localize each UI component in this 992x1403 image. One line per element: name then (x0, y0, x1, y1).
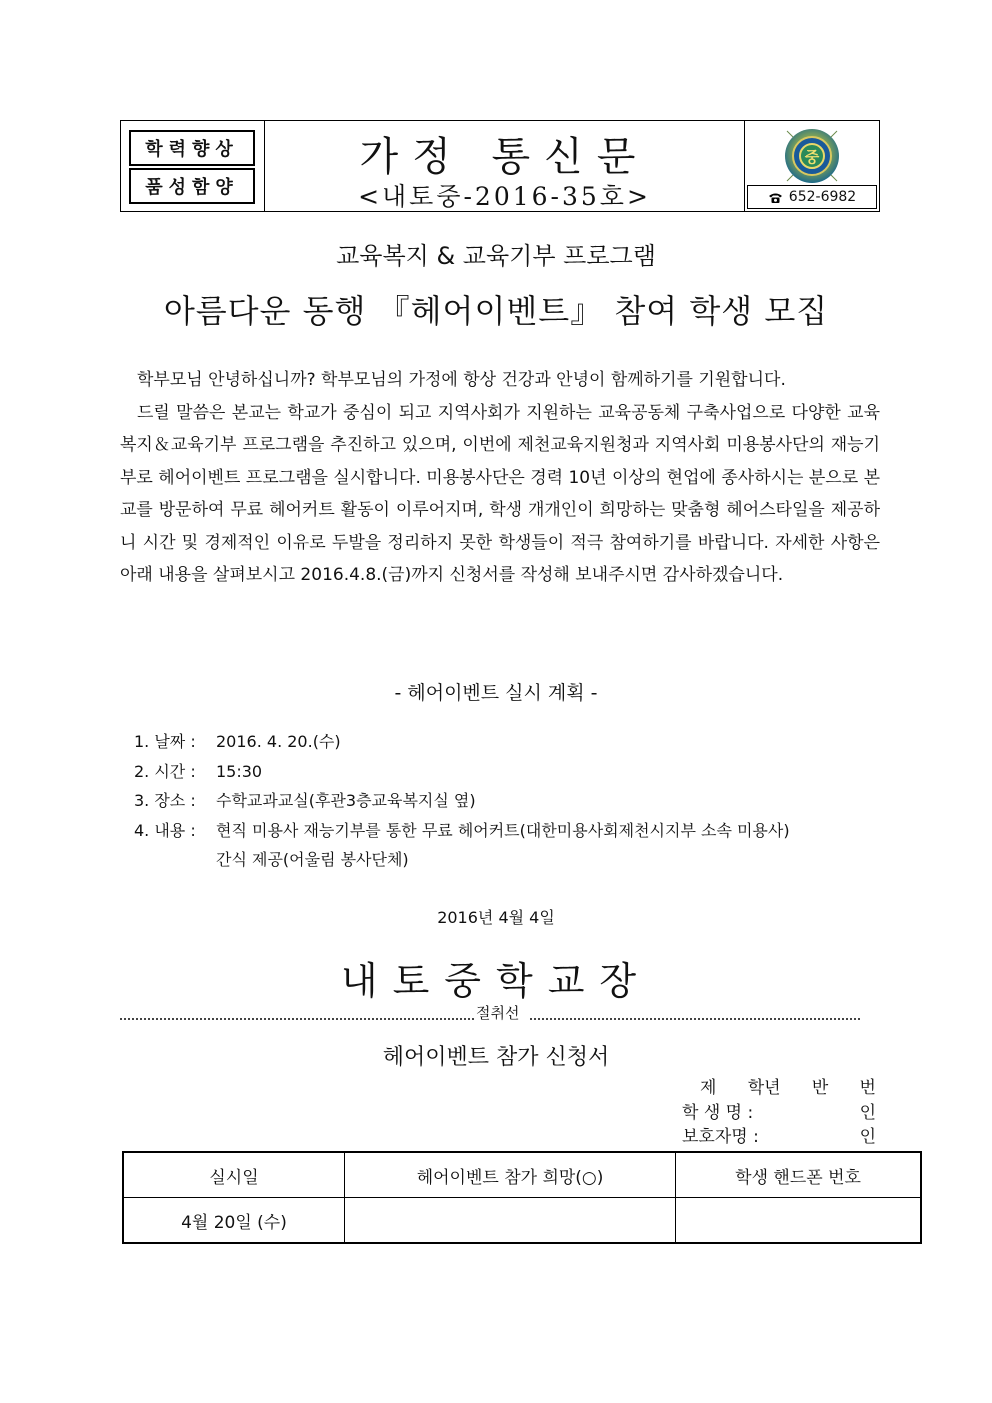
header-box (120, 120, 880, 212)
phone-box (747, 185, 877, 209)
main-paragraph: 드릴 말씀은 본교는 학교가 중심이 되고 지역사회가 지원하는 교육공동체 구축사업으로 다양한 교육복지＆교육기부 프로그램을 추진하고 있으며, 이번에 제천교육지원청과 지역사회 미용봉사단의 재능기부로 헤어이벤트 프로그램을 실시합니다. 미용봉사단은 경력 10년 이상의 현업에 종사하시는 분으로 본교를 방문하여 무료 헤어커트 활동이 이루어지며, 학생 개개인이 희망하는 맞춤형 헤어스타일을 제공하니 시간 및 경제적인 이유로 두발을 정리하지 못한 학생들이 적극 참여하기를 바랍니다. 자세한 사항은 아래 내용을 살펴보시고 2016.4.8.(금)까지 신청서를 작성해 보내주시면 감사하겠습니다. (120, 402, 880, 585)
headline: 아름다운 동행 『헤어이벤트』 참여 학생 모집 (163, 292, 829, 330)
logo-area (745, 121, 879, 211)
plan-item-continuation: 간식 제공(어울림 봉사단체) (216, 850, 409, 869)
plan-item-value: 2016. 4. 20.(수) (216, 732, 341, 751)
school-logo-icon (777, 125, 847, 185)
motto-academic: 학력향상 (129, 130, 255, 166)
plan-item-time (134, 757, 790, 787)
table-row (123, 1198, 921, 1244)
cell-date: 4월 20일 (수) (123, 1198, 344, 1244)
plan-item-label: 1. 날짜 : (134, 732, 196, 751)
plan-title: - 헤어이벤트 실시 계획 - (394, 682, 598, 704)
guardian-seal-mark: 인 (859, 1127, 876, 1147)
table-header-row (123, 1152, 921, 1198)
newsletter-title: 가정 통신문 (359, 134, 650, 180)
header-date: 실시일 (123, 1152, 344, 1198)
grade-class-line (700, 1073, 876, 1098)
grade-prefix: 제 (700, 1078, 717, 1098)
student-seal-mark: 인 (859, 1103, 876, 1123)
motto-column (121, 121, 265, 211)
greeting-paragraph: 학부모님 안녕하십니까? 학부모님의 가정에 항상 건강과 안녕이 함께하기를 기원합니다. (137, 370, 786, 390)
plan-item-label: 4. 내용 : (134, 820, 196, 840)
principal-signature: 내토중학교장 (340, 959, 652, 1003)
guardian-name-line (682, 1122, 876, 1147)
cut-line-label: 절취선 (476, 1004, 520, 1022)
header-participation: 헤어이벤트 참가 희망(○) (344, 1152, 675, 1198)
issue-date: 2016년 4월 4일 (437, 908, 555, 927)
class-label: 반 (811, 1078, 829, 1098)
plan-item-value: 15:30 (216, 761, 263, 781)
cut-line-left (120, 1018, 474, 1020)
plan-item-label: 2. 시간 : (134, 761, 196, 781)
cell-phone[interactable] (676, 1198, 921, 1244)
grade-label: 학년 (747, 1078, 781, 1098)
guardian-name-label: 보호자명 : (682, 1127, 759, 1147)
telephone-icon (768, 191, 783, 204)
student-name-label: 학 생 명 : (682, 1103, 754, 1123)
body-text (120, 364, 880, 592)
plan-item-date (134, 727, 790, 757)
cell-participation[interactable] (344, 1198, 675, 1244)
plan-item-label: 3. 장소 : (134, 791, 196, 810)
issue-number: <내토중-2016-35호> (358, 182, 651, 211)
header-phone: 학생 핸드폰 번호 (676, 1152, 921, 1198)
plan-list (134, 727, 790, 875)
application-form-title: 헤어이벤트 참가 신청서 (382, 1045, 610, 1070)
motto-character: 품성함양 (129, 168, 255, 204)
application-table (122, 1151, 922, 1244)
plan-item-content (134, 816, 790, 846)
title-area (265, 121, 745, 211)
program-subtitle: 교육복지 & 교육기부 프로그램 (336, 242, 656, 270)
plan-item-value: 현직 미용사 재능기부를 통한 무료 헤어커트(대한미용사회제천시지부 소속 미용사) (216, 820, 790, 840)
phone-number: 652-6982 (788, 189, 857, 205)
plan-item-place (134, 786, 790, 816)
plan-item-value: 수학교과교실(후관3층교육복지실 옆) (216, 791, 476, 810)
number-label: 번 (859, 1078, 876, 1098)
student-name-line (682, 1098, 876, 1123)
logo-text: 중 (804, 148, 820, 166)
cut-line-right (530, 1018, 860, 1020)
